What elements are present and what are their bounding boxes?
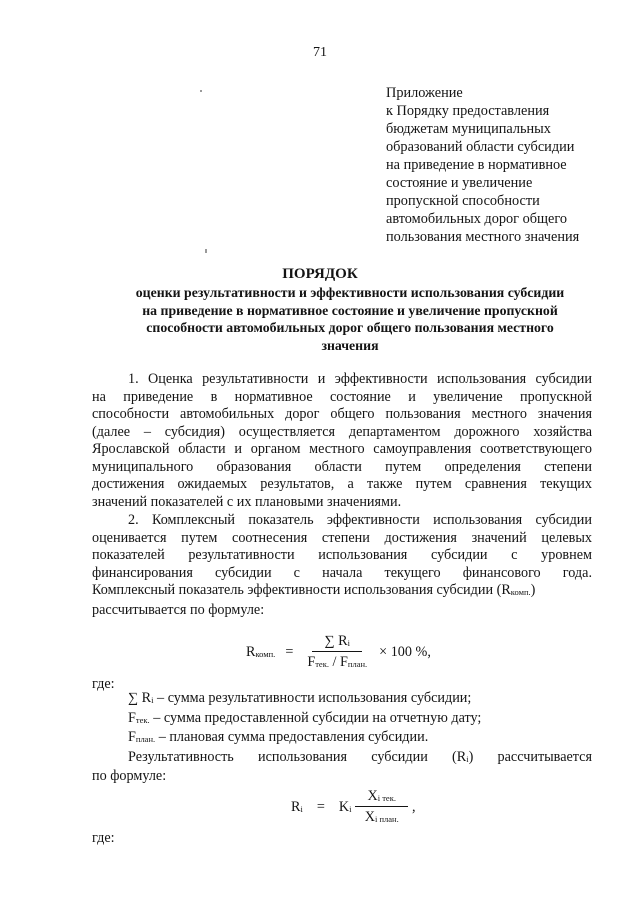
paragraph-1 [92, 371, 592, 511]
text-line: (далее – субсидия) осуществляется департаментом дорожного хозяйства [92, 423, 592, 440]
text-line: значений показателей с их плановыми значениями. [92, 493, 402, 510]
where-label: где: [92, 830, 115, 846]
appendix-line: автомобильных дорог общего [386, 211, 568, 227]
text-line: способности автомобильных дорог общего пользования местного значения [92, 406, 592, 422]
formula-fraction [355, 788, 407, 826]
fraction-numerator: ∑ $R_i$ [312, 633, 362, 652]
appendix-line: к Порядку предоставления [386, 103, 550, 119]
formula-tail: × 100 %, [379, 643, 431, 660]
text-line: показателей результативности использования субсидии с уровнем [92, 547, 592, 563]
text-line: Результативность использования субсидии $(R_i)$ рассчитывается [128, 748, 592, 765]
fraction-denominator: $X_{i план.}$ [364, 809, 399, 825]
definition-line: $F_{тек.}$ – сумма предоставленной субсидии на отчетную дату; [128, 709, 482, 726]
definitions [92, 690, 592, 786]
text-line: рассчитывается по формуле: [92, 601, 265, 618]
formula-lhs: $R_i$ [291, 798, 303, 815]
definition-line: ∑ $R_i$ – сумма результативности использования субсидии; [128, 690, 472, 706]
fraction-denominator: $F_{тек.} / F_{план.}$ [307, 654, 368, 670]
text-line: достижения ожидаемых результатов, а также путем сравнения текущих [92, 476, 592, 492]
text-line: Комплексный показатель эффективности использования субсидии $(R_{комп.})$ [92, 582, 536, 598]
appendix-line: бюджетам муниципальных [386, 121, 551, 137]
where-label: где: [92, 676, 115, 692]
formula-komplex [246, 633, 431, 671]
subtitle-line: значения [321, 337, 379, 353]
text-line: финансирования субсидии с начала текущего финансового года. [92, 564, 592, 581]
text-line: Ярославской области и органом местного самоуправления соответствующего [92, 441, 592, 457]
fraction-numerator: $X_{i тек.}$ [355, 788, 407, 807]
definition-line: $F_{план.}$ – плановая сумма предоставления субсидии. [128, 729, 429, 745]
formula-fraction [301, 633, 373, 671]
formula-result [291, 788, 416, 826]
scan-speck [200, 90, 202, 92]
document-title: ПОРЯДОК [282, 266, 358, 282]
text-line: 2. Комплексный показатель эффективности использования субсидии [128, 512, 592, 528]
subtitle-line: оценки результативности и эффективности использования субсидии [135, 285, 565, 300]
formula-eq: = [285, 643, 294, 660]
text-line: по формуле: [92, 768, 167, 784]
text-line: 1. Оценка результативности и эффективности использования субсидии [128, 371, 592, 387]
text-line: муниципального образования области путем определения степени [92, 458, 592, 475]
formula-eq: = [316, 798, 325, 815]
formula-coef: $K_i$ [338, 798, 352, 815]
page-number: 71 [313, 45, 327, 60]
appendix-line: образований области субсидии [386, 139, 575, 155]
scan-speck [205, 249, 207, 253]
appendix-line: пользования местного значения [386, 229, 580, 245]
text-line: на приведение в нормативное состояние и увеличение пропускной [92, 388, 592, 405]
formula-lhs: $R_{комп.}$ [246, 643, 276, 660]
appendix-line: на приведение в нормативное [386, 157, 567, 173]
text-line: оценивается путем соотнесения степени достижения значений целевых [92, 529, 592, 546]
appendix-line: состояние и увеличение [386, 175, 533, 191]
appendix-line: пропускной способности [386, 193, 540, 209]
appendix-line: Приложение [386, 85, 463, 101]
paragraph-2 [92, 512, 592, 619]
document-subtitle [60, 284, 640, 354]
subtitle-line: на приведение в нормативное состояние и увеличение пропускной [142, 302, 558, 318]
appendix-header [386, 84, 636, 246]
formula-tail: , [411, 798, 416, 815]
subtitle-line: способности автомобильных дорог общего пользования местного [146, 320, 554, 335]
